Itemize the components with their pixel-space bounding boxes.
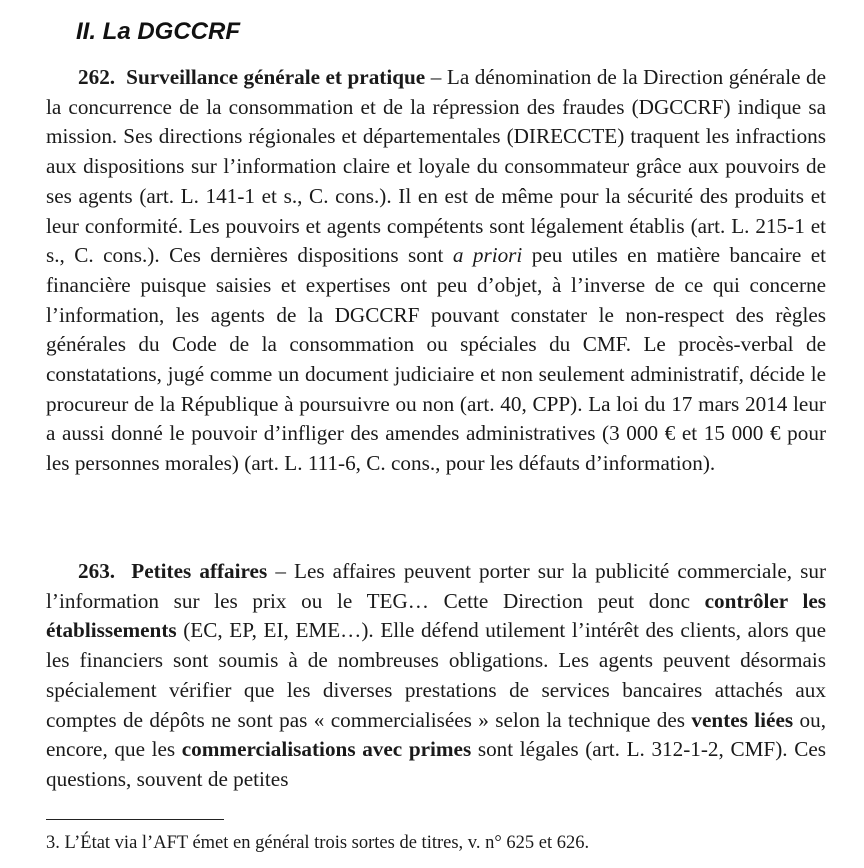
paragraph-body: [46, 65, 826, 475]
body-text: sont légales (art. L. 312-1-2, CMF). Ces questions, souvent de petites: [46, 737, 826, 791]
paragraph-title: Surveillance générale et pratique: [126, 65, 426, 89]
footnote-divider: [46, 819, 224, 820]
emphasis-bold: commercialisations avec primes: [181, 737, 472, 762]
body-text: ou, encore, que les: [46, 707, 826, 762]
emphasis-bold: contrôler les établissements: [46, 588, 826, 643]
body-text: La dénomination de la Direction générale de la concurrence de la consommation et de la répression des fraudes (DGCCRF) indique sa mission. Ses directions régionales et départementales (DIRECCTE) traquent les infractions aux dispositions sur l’information claire et loyale du consommateur grâce aux pouvoirs de ses agents (art. L. 141-1 et s., C. cons.). Il en est de même pour la sécurité des produits et leur conformité. Les pouvoirs et agents compétents sont légalement établis (art. L. 215-1 et s., C. cons.). Ces dernières dispositions sont: [46, 65, 827, 268]
paragraph-262: [46, 63, 826, 479]
section-title: II. La DGCCRF: [76, 18, 241, 45]
footnote: 3. L’État via l’AFT émet en général trois sortes de titres, v. n° 625 et 626.: [46, 833, 590, 853]
paragraph-body: [46, 559, 826, 791]
title-dash: –: [275, 559, 286, 583]
body-text: peu utiles en matière bancaire et financière puisque saisies et expertises ont peu d’objet, à l’inverse de ce qui concerne l’information, les agents de la DGCCRF pouvant constater le non-respect des règles générales du Code de la consommation ou spéciales du CMF. Le procès-verbal de constatations, jugé comme un document judiciaire et non seulement administratif, décide le procureur de la République à poursuivre ou non (art. 40, CPP). La loi du 17 mars 2014 leur a aussi donné le pouvoir d’infliger des amendes administratives (3 000 € et 15 000 € pour les personnes morales) (art. L. 111-6, C. cons., pour les défauts d’information).: [46, 243, 826, 476]
paragraph-number: 262.: [78, 65, 116, 89]
emphasis-bold: ventes liées: [691, 707, 794, 732]
paragraph-263: [46, 557, 826, 795]
body-text: Les affaires peuvent porter sur la publicité commerciale, sur l’information sur les prix ou le TEG… Cette Direction peut donc: [46, 559, 827, 613]
emphasis-italic: a priori: [452, 243, 523, 268]
body-text: (EC, EP, EI, EME…). Elle défend utilement l’intérêt des clients, alors que les financiers sont soumis à de nombreuses obligations. Les agents peuvent désormais spécialement vérifier que les diverses prestations de services bancaires attachés aux comptes de dépôts ne sont pas « commercialisées » selon la technique des: [46, 618, 826, 732]
paragraph-title: Petites affaires: [131, 559, 268, 583]
title-dash: –: [430, 65, 442, 89]
paragraph-number: 263.: [78, 559, 116, 583]
